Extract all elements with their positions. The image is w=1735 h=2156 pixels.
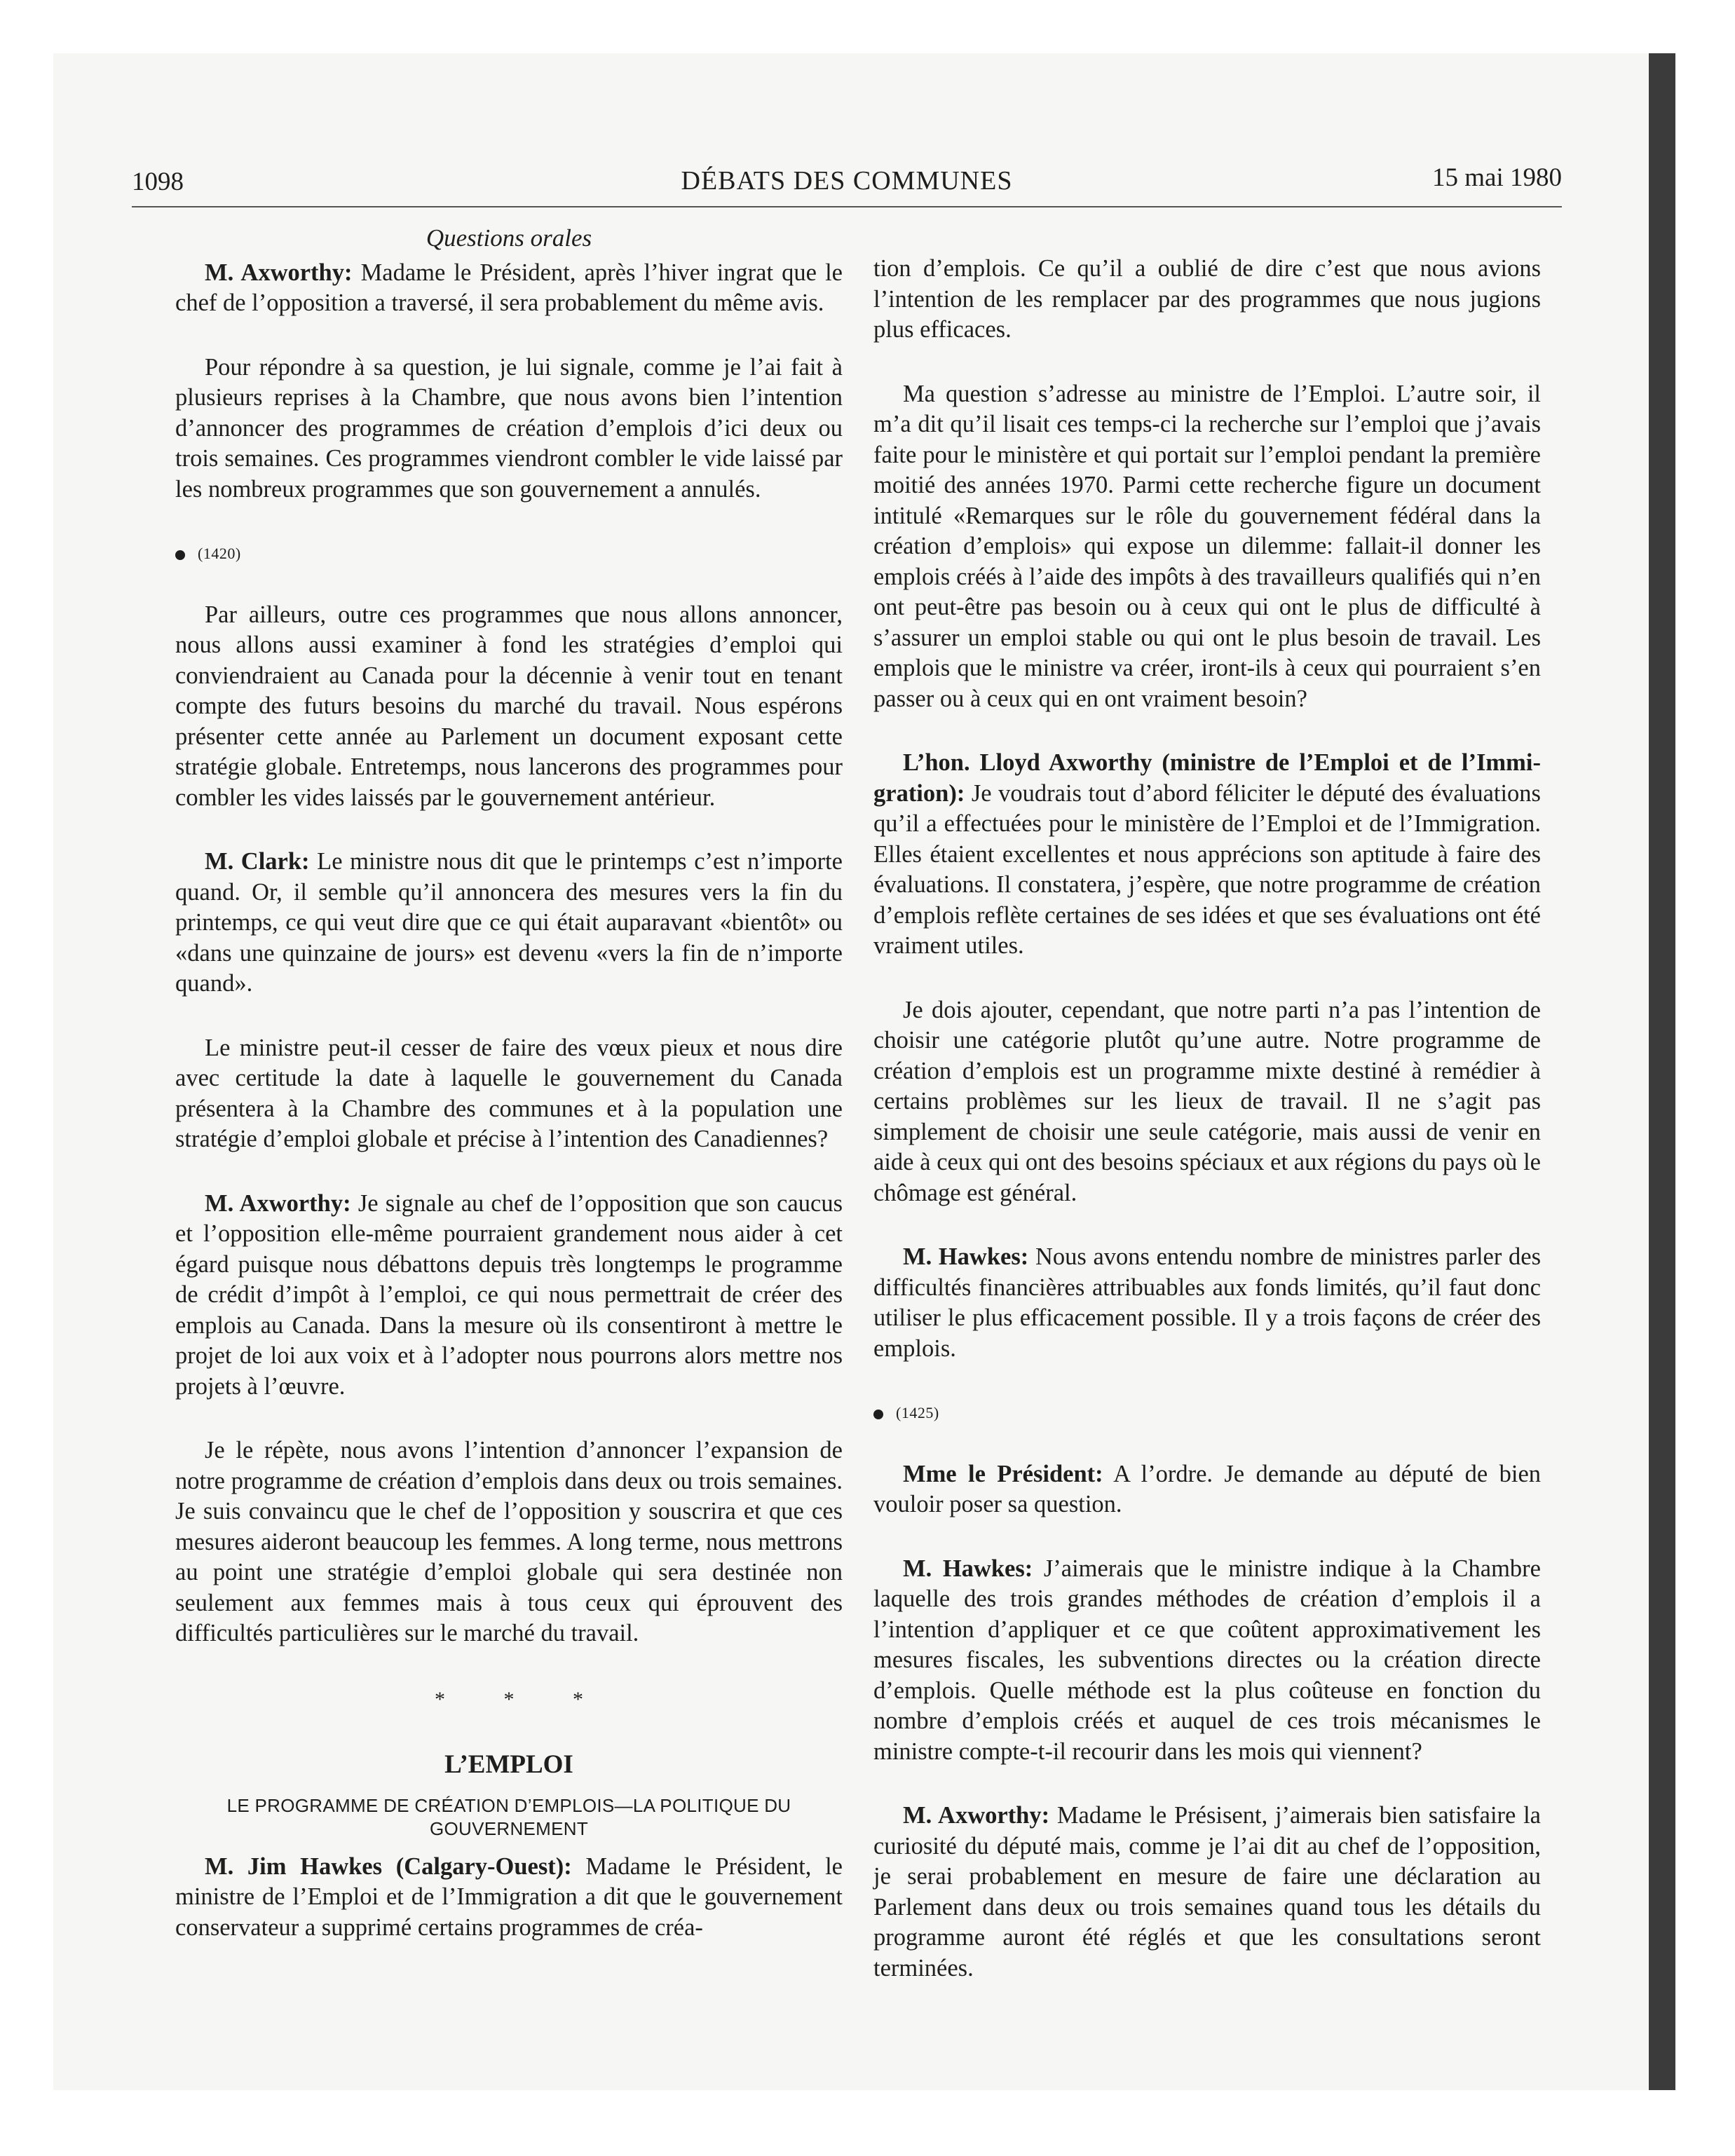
speaker-name: M. Hawkes: <box>903 1243 1029 1270</box>
paragraph <box>873 748 1541 962</box>
left-column <box>175 223 843 1977</box>
publication-title: DÉBATS DES COMMUNES <box>681 166 1013 196</box>
paragraph: Par ailleurs, outre ces programmes que nous allons annoncer, nous allons aussi examiner à fond les stratégies d’emploi qui conviendraient au Canada pour la décennie à venir tout en tenant compte des futurs besoins du marché du travail. Nous espérons présenter cette année au Parlement un document exposant cette stratégie globale. Entretemps, nous lancerons des programmes pour combler les vides laissés par le gouvernement antérieur. <box>175 601 843 811</box>
paragraph <box>175 1852 843 1944</box>
paragraph-text: Je signale au chef de l’opposition que son caucus et l’opposition elle-même pourraient grandement nous aider à cet égard puisque nous débattons depuis très longtemps le programme de crédit d’impôt à l’emploi, ce qui nous permettrait de créer des emplois au Canada. Dans la mesure où ils consentiront à mettre le projet de loi aux voix et à l’adopter nous pourrons alors mettre nos projets à l’œuvre. <box>175 1189 843 1400</box>
speaker-name: M. Jim Hawkes (Calgary-Ouest): <box>205 1853 572 1880</box>
speaker-name: Mme le Président: <box>903 1460 1103 1487</box>
paragraph: Je dois ajouter, cependant, que notre parti n’a pas l’intention de choisir une catégorie plutôt qu’une autre. Notre programme de création d’emplois est un programme mixte destiné à remédier à certains problèmes sur les lieux de travail. Il ne s’agit pas simplement de choisir une seule catégorie, mais aussi de venir en aide à ceux qui ont des besoins spéciaux et aux régions du pays où le chômage est général. <box>873 996 1541 1206</box>
paragraph: Pour répondre à sa question, je lui signale, comme je l’ai fait à plusieurs reprises à la Chambre, que nous avons bien l’intention d’annoncer des programmes de création d’emplois d’ici deux ou trois semaines. Ces programmes viendront combler le vide laissé par les nombreux programmes que son gouvernement a annulés. <box>175 353 843 503</box>
paragraph-text: Le ministre nous dit que le printemps c’est n’importe quand. Or, il semble qu’il annoncera des mesures vers la fin du printemps, ce qui veut dire que ce qui était auparavant «bientôt» ou «dans une quinzaine de jours» est devenu «vers la fin de n’importe quand». <box>175 848 843 997</box>
paragraph: Je le répète, nous avons l’intention d’annoncer l’expansion de notre programme de création d’emplois dans deux ou trois semaines. Je suis convaincu que le chef de l’opposition y souscrira et que ces mesures aideront beaucoup les femmes. A long terme, nous mettrons au point une stratégie d’emploi globale qui sera destinée non seulement aux femmes mais à tous ceux qui éprouvent des difficultés particulières sur le marché du travail. <box>175 1437 843 1646</box>
paragraph <box>873 1242 1541 1364</box>
page-number: 1098 <box>132 168 184 196</box>
speaker-name: M. Clark: <box>205 848 310 875</box>
paragraph <box>175 258 843 319</box>
timestamp <box>175 538 843 569</box>
bullet-icon <box>175 550 185 560</box>
paragraph-text: Madame le Présisent, j’aimerais bien satisfaire la curiosité du député mais, comme je l’ai dit au chef de l’opposition, je serai probablement en mesure de faire une déclaration au Parlement dans deux ou trois semaines quand tous les détails du programme auront été réglés et que les consultations seront terminées. <box>873 1802 1541 1981</box>
timestamp <box>873 1398 1541 1428</box>
speaker-name: M. Axworthy: <box>205 1189 351 1217</box>
paragraph-text: Je voudrais tout d’abord féliciter le député des évaluations qu’il a effectuées pour le ministère de l’Emploi et de l’Immigration. Elles étaient excellentes et nous apprécions son aptitude à faire des évaluations. Il constatera, j’espère, que notre programme de création d’emplois reflète certaines de ses idées et que ses évaluations ont été vraiment utiles. <box>873 779 1541 959</box>
speaker-name: M. Hawkes: <box>903 1555 1033 1582</box>
paragraph <box>873 1801 1541 1984</box>
scan-edge-bar <box>1649 53 1675 2090</box>
paragraph-text: Madame le Président, après l’hiver ingrat que le chef de l’opposition a traversé, il sera probablement du même avis. <box>175 259 843 316</box>
paragraph: Ma question s’adresse au ministre de l’Emploi. L’autre soir, il m’a dit qu’il lisait ces temps-ci la recherche sur l’emploi que j’avais faite pour le ministère et qui portait sur l’emploi pendant la première moitié des années 1970. Parmi cette recherche figure un document intitulé «Remarques sur le rôle du gouvernement fédéral dans la création d’emplois» qui expose un dilemme: fallait-il donner les emplois créés à l’aide des impôts à des travailleurs qualifiés qui n’en ont peut-être pas besoin ou à ceux qui ont le plus de difficulté à s’assurer un emploi stable ou qui ont le plus besoin de travail. Les emplois que le ministre va créer, iront-ils à ceux qui pourraient s’en passer ou à ceux qui en ont vraiment besoin? <box>873 380 1541 712</box>
running-header <box>132 163 1562 207</box>
section-label: Questions orales <box>426 224 592 252</box>
speaker-name: L’hon. Lloyd Axworthy (ministre de l’Emploi et de l’Immigration): <box>873 749 1541 807</box>
paragraph: tion d’emplois. Ce qu’il a oublié de dire c’est que nous avions l’intention de les remplacer par des programmes que nous jugions plus efficaces. <box>873 255 1541 343</box>
speaker-name: M. Axworthy: <box>205 259 353 286</box>
speaker-name: M. Axworthy: <box>903 1802 1050 1829</box>
right-column <box>873 223 1541 2017</box>
timestamp-text: (1425) <box>896 1404 939 1421</box>
bullet-icon <box>873 1410 883 1419</box>
paragraph-text: Nous avons entendu nombre de ministres parler des difficultés financières attribuables aux fonds limités, qu’il faut donc utiliser le plus efficacement possible. Il y a trois façons de créer des emplois. <box>873 1243 1541 1362</box>
section-heading: L’EMPLOI <box>444 1750 573 1779</box>
paragraph-text: Madame le Président, le ministre de l’Emploi et de l’Immigration a dit que le gouvernement conservateur a supprimé certains programmes de créa- <box>175 1853 843 1941</box>
paragraph: Le ministre peut-il cesser de faire des vœux pieux et nous dire avec certitude la date à laquelle le gouvernement du Canada présentera à la Chambre des communes et à la population une stratégie d’emploi globale et précise à l’intention des Canadiennes? <box>175 1034 843 1152</box>
section-separator: * * * <box>435 1687 610 1711</box>
section-subheading: LE PROGRAMME DE CRÉATION D’EMPLOIS—LA POLITIQUE DU GOUVERNEMENT <box>226 1794 791 1839</box>
paragraph <box>175 1189 843 1403</box>
publication-date: 15 mai 1980 <box>1432 163 1562 192</box>
paragraph <box>873 1554 1541 1768</box>
paragraph <box>873 1459 1541 1520</box>
paragraph-text: A l’ordre. Je demande au député de bien vouloir poser sa question. <box>873 1460 1542 1517</box>
paragraph <box>175 847 843 999</box>
timestamp-text: (1420) <box>198 545 241 562</box>
paragraph-text: J’aimerais que le ministre indique à la Chambre laquelle des trois grandes méthodes de création d’emplois il a l’intention d’appliquer et ce que coûtent approximativement les mesures fiscales, les subventions directes ou la création directe d’emplois. Quelle méthode est la plus coûteuse en fonction du nombre d’emplois créés et auquel de ces trois mécanismes le ministre compte-t-il recourir dans les mois qui viennent? <box>873 1555 1541 1765</box>
